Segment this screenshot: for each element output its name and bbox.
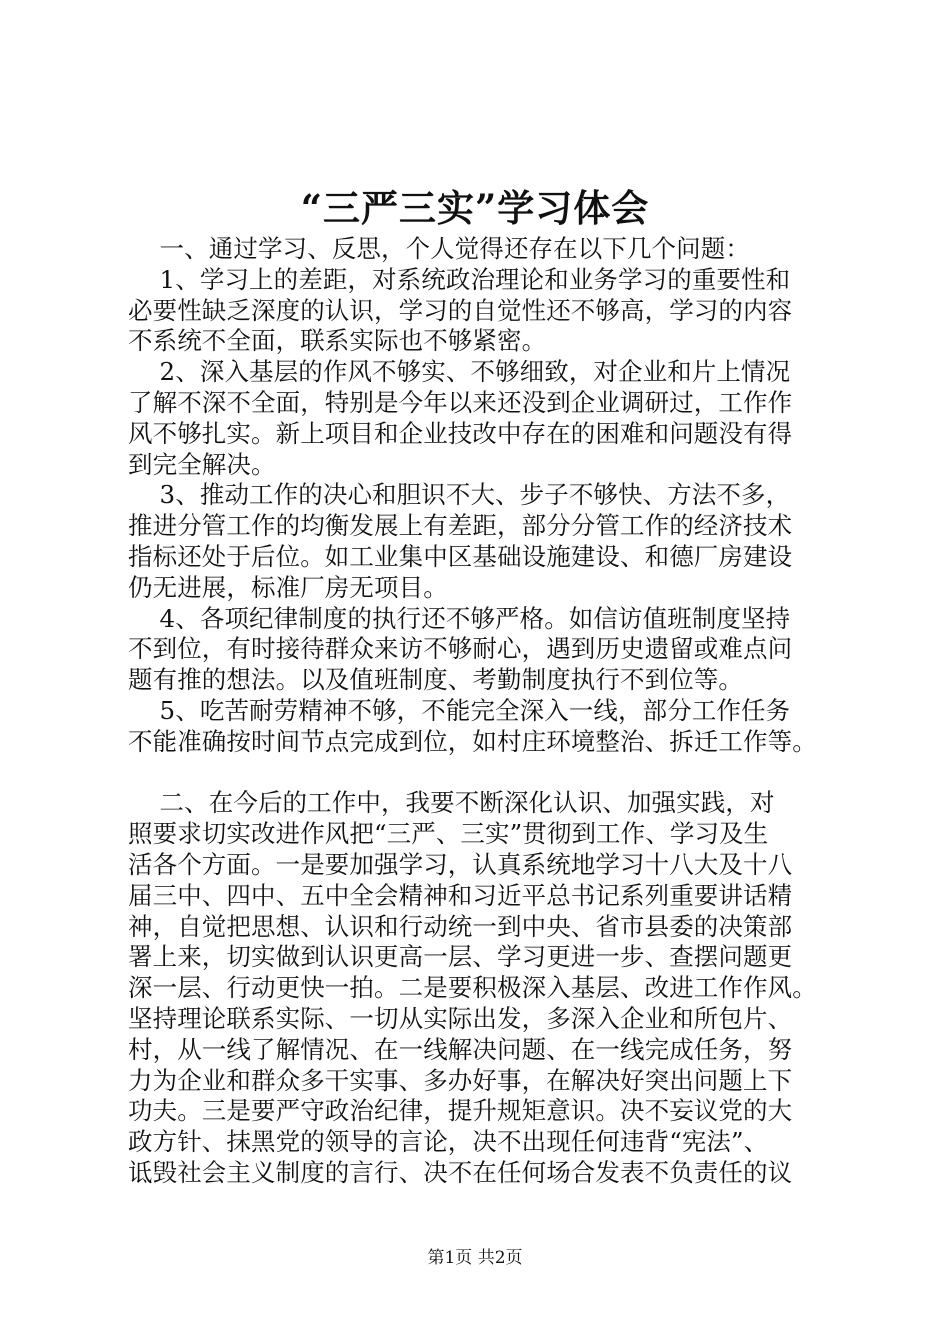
- issue-item-3: [128, 480, 828, 603]
- text-line: 推进分管工作的均衡发展上有差距，部分分管工作的经济技术: [128, 511, 793, 541]
- text-line: 2、深入基层的作风不够实、不够细致，对企业和片上情况: [128, 357, 791, 387]
- document-title: “三严三实”学习体会: [300, 186, 650, 230]
- document-body: [128, 234, 828, 1189]
- text-line: 二、在今后的工作中，我要不断深化认识、加强实践，对: [128, 788, 775, 818]
- text-line: 不能准确按时间节点完成到位，如村庄环境整治、拆迁工作等。: [128, 726, 817, 756]
- text-line: 村，从一线了解情况、在一线解决问题、在一线完成任务，努: [128, 1034, 793, 1064]
- text-line: 到完全解决。: [128, 449, 276, 479]
- section1-heading: 一、通过学习、反思，个人觉得还存在以下几个问题：: [128, 234, 750, 263]
- text-line: 诋毁社会主义制度的言行、决不在任何场合发表不负责任的议: [128, 1157, 793, 1187]
- text-line: 照要求切实改进作风把“三严、三实”贯彻到工作、学习及生: [128, 819, 769, 849]
- paragraph-gap: [128, 758, 828, 789]
- issue-item-1: [128, 265, 828, 357]
- text-line: 3、推动工作的决心和胆识不大、步子不够快、方法不多，: [128, 480, 791, 510]
- issue-item-4: [128, 604, 828, 696]
- text-line: 力为企业和群众多干实事、多办好事，在解决好突出问题上下: [128, 1065, 793, 1095]
- text-line: 了解不深不全面，特别是今年以来还没到企业调研过，工作作: [128, 387, 793, 417]
- text-line: 4、各项纪律制度的执行还不够严格。如信访值班制度坚持: [128, 603, 791, 633]
- page-footer: 第1页 共2页: [427, 1248, 523, 1268]
- text-line: 深一层、行动更快一拍。二是要积极深入基层、改进工作作风。: [128, 973, 817, 1003]
- text-line: 1、学习上的差距，对系统政治理论和业务学习的重要性和: [128, 264, 791, 294]
- text-line: 题有推的想法。以及值班制度、考勤制度执行不到位等。: [128, 665, 743, 695]
- text-line: 坚持理论联系实际、一切从实际出发，多深入企业和所包片、: [128, 1003, 793, 1033]
- issue-item-2: [128, 357, 828, 480]
- text-line: 神，自觉把思想、认识和行动统一到中央、省市县委的决策部: [128, 911, 793, 941]
- issue-item-5: [128, 696, 828, 758]
- text-line: 指标还处于后位。如工业集中区基础设施建设、和德厂房建设: [128, 541, 793, 571]
- text-line: 风不够扎实。新上项目和企业技改中存在的困难和问题没有得: [128, 418, 793, 448]
- text-line: 活各个方面。一是要加强学习，认真系统地学习十八大及十八: [128, 849, 793, 879]
- text-line: 署上来，切实做到认识更高一层、学习更进一步、查摆问题更: [128, 942, 793, 972]
- text-line: 不系统不全面，联系实际也不够紧密。: [128, 326, 547, 356]
- text-line: 政方针、抹黑党的领导的言论，决不出现任何违背“宪法”、: [128, 1127, 769, 1157]
- text-line: 不到位，有时接待群众来访不够耐心，遇到历史遗留或难点问: [128, 634, 793, 664]
- text-line: 功夫。三是要严守政治纪律，提升规矩意识。决不妄议党的大: [128, 1096, 793, 1126]
- text-line: 届三中、四中、五中全会精神和习近平总书记系列重要讲话精: [128, 880, 793, 910]
- text-line: 必要性缺乏深度的认识，学习的自觉性还不够高，学习的内容: [128, 295, 793, 325]
- section2-paragraph: [128, 788, 828, 1188]
- text-line: 5、吃苦耐劳精神不够，不能完全深入一线，部分工作任务: [128, 695, 791, 725]
- text-line: 仍无进展，标准厂房无项目。: [128, 572, 448, 602]
